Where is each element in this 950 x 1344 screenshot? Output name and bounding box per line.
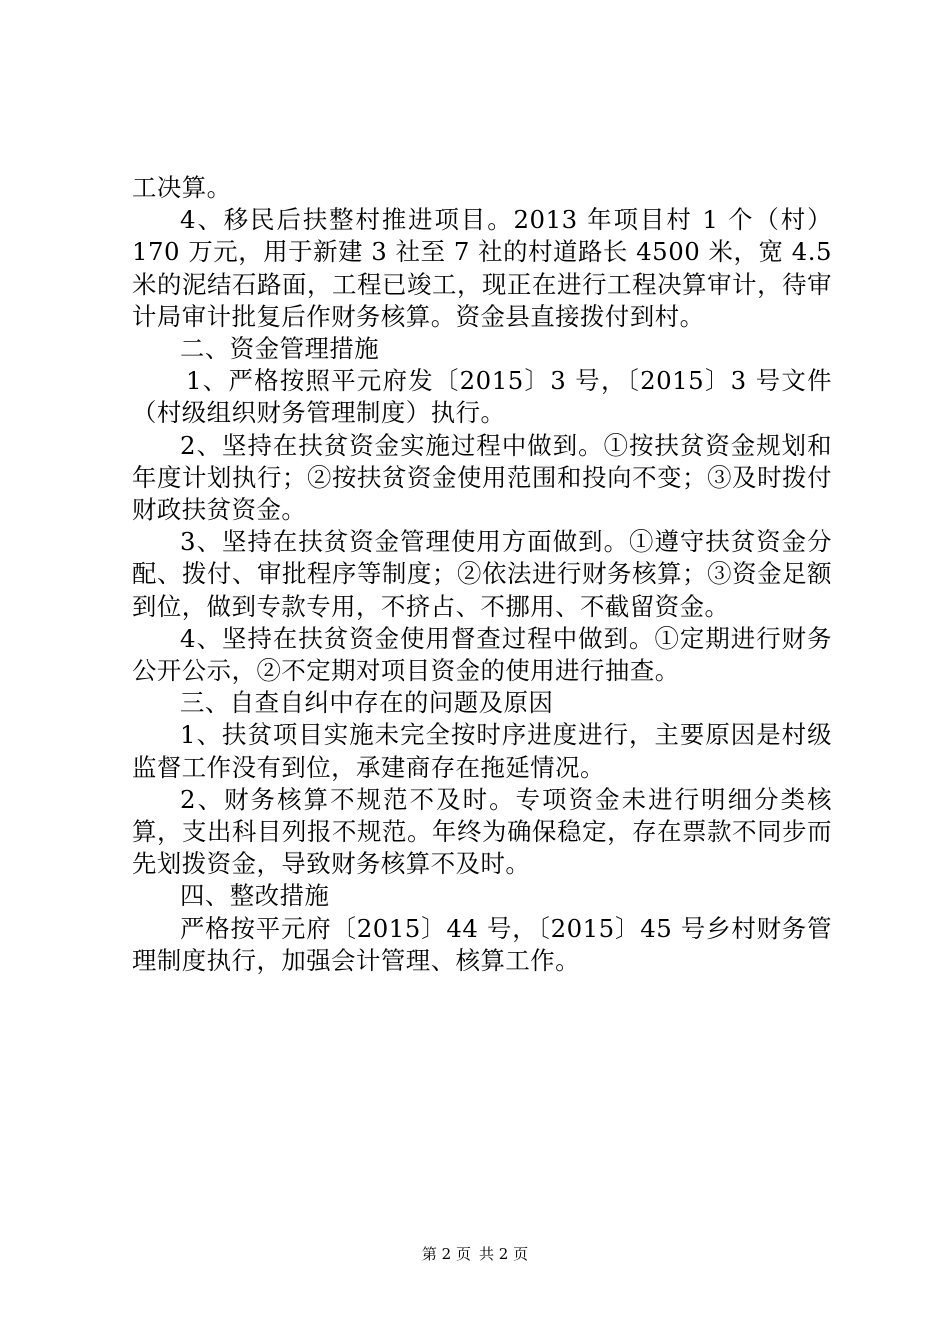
paragraph-measure-3: 3、坚持在扶贫资金管理使用方面做到。①遵守扶贫资金分配、拨付、审批程序等制度；②依法进行财务核算；③资金足额到位，做到专款专用，不挤占、不挪用、不截留资金。 — [132, 527, 832, 621]
paragraph-measure-1: 1、严格按照平元府发〔2015〕3 号，〔2015〕3 号文件（村级组织财务管理制度）执行。 — [132, 366, 832, 428]
section-heading-rectification: 四、整改措施 — [180, 881, 330, 911]
paragraph-problem-1: 1、扶贫项目实施未完全按时序进度进行，主要原因是村级监督工作没有到位，承建商存在拖延情况。 — [132, 720, 832, 782]
paragraph-problem-2: 2、财务核算不规范不及时。专项资金未进行明细分类核算，支出科目列报不规范。年终为确保稳定，存在票款不同步而先划拨资金，导致财务核算不及时。 — [132, 784, 832, 879]
document-body — [132, 172, 832, 977]
section-heading-fund-management: 二、资金管理措施 — [180, 334, 380, 364]
section-heading-problems: 三、自查自纠中存在的问题及原因 — [180, 688, 554, 718]
page-footer — [0, 1244, 950, 1264]
page-total: 共 2 页 — [479, 1245, 529, 1263]
paragraph-rectification: 严格按平元府〔2015〕44 号，〔2015〕45 号乡村财务管理制度执行，加强会计管理、核算工作。 — [132, 913, 832, 975]
page-number: 第 2 页 — [421, 1245, 471, 1263]
paragraph-item-4-project: 4、移民后扶整村推进项目。2013 年项目村 1 个（村）170 万元，用于新建 3 社至 7 社的村道路长 4500 米，宽 4.5 米的泥结石路面，工程已竣工，现正在进行工程决算审计，待审计局审计批复后作财务核算。资金县直接拨付到村。 — [132, 205, 832, 331]
paragraph-measure-4: 4、坚持在扶贫资金使用督查过程中做到。①定期进行财务公开公示，②不定期对项目资金的使用进行抽查。 — [132, 623, 832, 686]
paragraph-continuation: 工决算。 — [132, 173, 232, 202]
paragraph-measure-2: 2、坚持在扶贫资金实施过程中做到。①按扶贫资金规划和年度计划执行；②按扶贫资金使用范围和投向不变；③及时拨付财政扶贫资金。 — [132, 430, 832, 525]
